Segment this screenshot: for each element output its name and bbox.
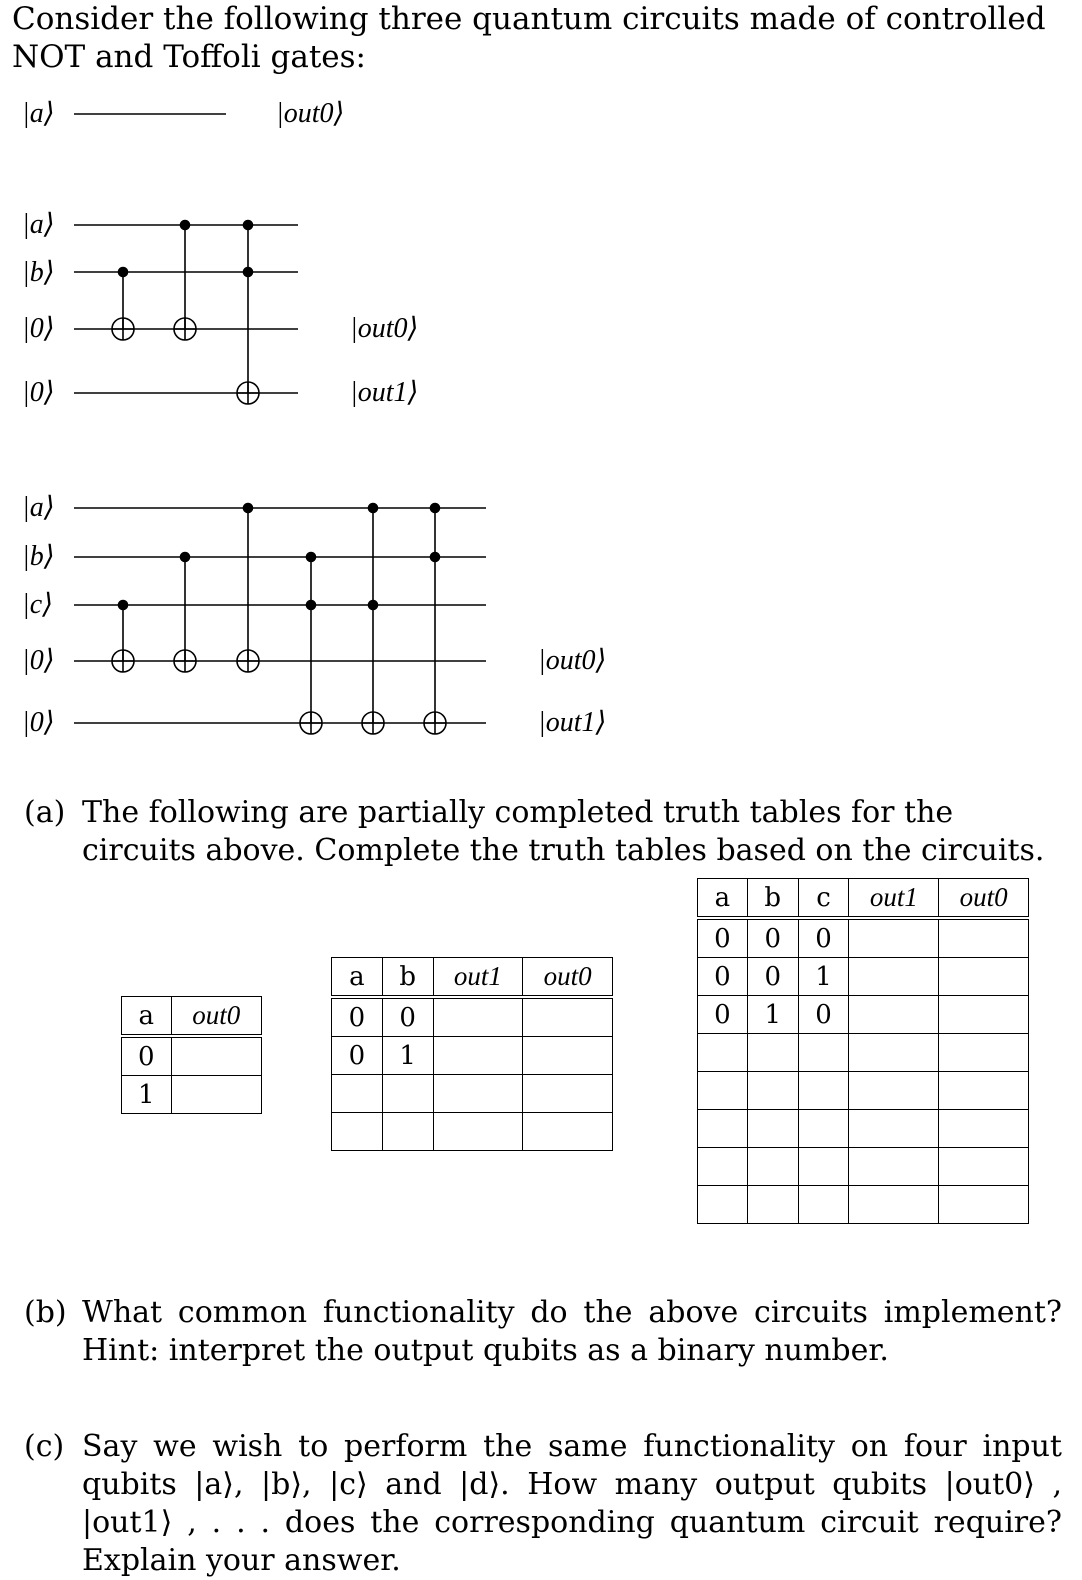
answer-cell[interactable] — [433, 1037, 523, 1075]
circuit-3-toffoli-bc — [300, 553, 322, 735]
table-row — [332, 999, 613, 1037]
circuit-2-toffoli — [237, 221, 259, 405]
cell: 0 — [382, 999, 433, 1037]
cell: 1 — [747, 996, 798, 1034]
table-row — [698, 1186, 1029, 1224]
answer-cell[interactable] — [433, 1075, 523, 1113]
header-a: a — [698, 879, 748, 917]
table-row — [698, 1110, 1029, 1148]
answer-cell[interactable] — [939, 996, 1029, 1034]
answer-cell[interactable] — [698, 1148, 748, 1186]
answer-cell[interactable] — [698, 1186, 748, 1224]
answer-cell[interactable] — [939, 1072, 1029, 1110]
answer-cell[interactable] — [171, 1076, 261, 1114]
answer-cell[interactable] — [523, 999, 613, 1037]
answer-cell[interactable] — [747, 1072, 798, 1110]
cell: 0 — [747, 958, 798, 996]
answer-cell[interactable] — [698, 1110, 748, 1148]
circuit-3 — [0, 480, 660, 750]
answer-cell[interactable] — [433, 999, 523, 1037]
answer-cell[interactable] — [523, 1037, 613, 1075]
cell: 0 — [798, 996, 849, 1034]
answer-cell[interactable] — [849, 958, 939, 996]
answer-cell[interactable] — [849, 996, 939, 1034]
cell: 1 — [382, 1037, 433, 1075]
answer-cell[interactable] — [747, 1148, 798, 1186]
header-b: b — [382, 958, 433, 996]
circuit-2-input-anc1: |0⟩ — [22, 377, 55, 408]
header-a: a — [332, 958, 383, 996]
circuit-2-input-a: |a⟩ — [22, 209, 55, 240]
circuit-3-toffoli-ab — [424, 504, 446, 735]
circuit-2 — [0, 200, 460, 420]
answer-cell[interactable] — [747, 1186, 798, 1224]
circuit-2-cnot-b — [112, 268, 134, 341]
answer-cell[interactable] — [849, 1186, 939, 1224]
answer-cell[interactable] — [939, 1148, 1029, 1186]
header-b: b — [747, 879, 798, 917]
table-row — [698, 920, 1029, 958]
circuit-3-input-anc1: |0⟩ — [22, 707, 55, 738]
answer-cell[interactable] — [747, 1034, 798, 1072]
table-row — [122, 1038, 262, 1076]
table-row — [698, 1034, 1029, 1072]
header-out0: out0 — [171, 997, 261, 1035]
header-out1: out1 — [849, 879, 939, 917]
cell: 0 — [698, 958, 748, 996]
answer-cell[interactable] — [798, 1110, 849, 1148]
cell: 1 — [798, 958, 849, 996]
question-c-label: (c) — [24, 1429, 65, 1464]
table-row — [698, 1072, 1029, 1110]
circuit-1 — [0, 90, 400, 140]
answer-cell[interactable] — [939, 920, 1029, 958]
answer-cell[interactable] — [523, 1075, 613, 1113]
circuit-2-input-anc0: |0⟩ — [22, 313, 55, 344]
header-out1: out1 — [433, 958, 523, 996]
answer-cell[interactable] — [849, 1148, 939, 1186]
circuit-2-input-b: |b⟩ — [22, 257, 55, 288]
cell: 0 — [332, 999, 383, 1037]
question-c-text: Say we wish to perform the same functionality on four input qubits |a⟩, |b⟩, |c⟩ and |d⟩. How many output qubits |out0⟩ , |out1⟩ , . . . does the corresponding quantum circuit require? Explain your answer. — [82, 1429, 1062, 1578]
table-row — [698, 958, 1029, 996]
header-out0: out0 — [523, 958, 613, 996]
answer-cell[interactable] — [798, 1148, 849, 1186]
answer-cell[interactable] — [171, 1038, 261, 1076]
circuit-2-output-1: |out1⟩ — [350, 377, 419, 408]
question-b-label: (b) — [24, 1295, 67, 1330]
question-b-text: What common functionality do the above circuits implement? Hint: interpret the output qubits as a binary number. — [82, 1295, 1062, 1368]
answer-cell[interactable] — [698, 1072, 748, 1110]
circuit-3-cnot-b — [174, 553, 196, 673]
header-out0: out0 — [939, 879, 1029, 917]
truth-table-2 — [331, 957, 613, 1151]
cell: 0 — [122, 1038, 172, 1076]
answer-cell[interactable] — [849, 1034, 939, 1072]
circuit-1-input-a: |a⟩ — [22, 98, 55, 129]
circuit-1-output-0: |out0⟩ — [276, 98, 345, 129]
circuit-3-output-1: |out1⟩ — [538, 707, 607, 738]
answer-cell[interactable] — [698, 1034, 748, 1072]
answer-cell[interactable] — [332, 1075, 383, 1113]
question-a-text: The following are partially completed truth tables for the circuits above. Complete the truth tables based on the circuits. — [82, 795, 1045, 868]
table-row — [332, 1075, 613, 1113]
answer-cell[interactable] — [798, 1034, 849, 1072]
circuit-3-input-c: |c⟩ — [22, 589, 54, 620]
answer-cell[interactable] — [798, 1072, 849, 1110]
answer-cell[interactable] — [849, 920, 939, 958]
circuit-3-input-a: |a⟩ — [22, 492, 55, 523]
answer-cell[interactable] — [332, 1113, 383, 1151]
cell: 0 — [747, 920, 798, 958]
circuit-3-input-b: |b⟩ — [22, 541, 55, 572]
circuit-3-toffoli-ac — [362, 504, 384, 735]
answer-cell[interactable] — [939, 1110, 1029, 1148]
circuit-3-output-0: |out0⟩ — [538, 645, 607, 676]
cell: 0 — [332, 1037, 383, 1075]
answer-cell[interactable] — [849, 1072, 939, 1110]
cell: 0 — [798, 920, 849, 958]
answer-cell[interactable] — [798, 1186, 849, 1224]
answer-cell[interactable] — [849, 1110, 939, 1148]
answer-cell[interactable] — [382, 1075, 433, 1113]
truth-table-3 — [697, 878, 1029, 1224]
cell: 0 — [698, 920, 748, 958]
answer-cell[interactable] — [382, 1113, 433, 1151]
answer-cell[interactable] — [939, 958, 1029, 996]
table-row — [698, 996, 1029, 1034]
cell: 1 — [122, 1076, 172, 1114]
intro-text: Consider the following three quantum circuits made of controlled NOT and Toffoli gates: — [12, 1, 1046, 75]
circuit-3-cnot-c — [112, 601, 134, 673]
question-b — [24, 1294, 1064, 1374]
question-c — [24, 1428, 1064, 1578]
answer-cell[interactable] — [939, 1186, 1029, 1224]
circuit-3-cnot-a — [237, 504, 259, 673]
truth-table-1 — [121, 996, 262, 1114]
table-row — [698, 1148, 1029, 1186]
answer-cell[interactable] — [433, 1113, 523, 1151]
circuit-3-input-anc0: |0⟩ — [22, 645, 55, 676]
answer-cell[interactable] — [747, 1110, 798, 1148]
header-a: a — [122, 997, 172, 1035]
answer-cell[interactable] — [523, 1113, 613, 1151]
cell: 0 — [698, 996, 748, 1034]
header-c: c — [798, 879, 849, 917]
answer-cell[interactable] — [939, 1034, 1029, 1072]
circuit-2-cnot-a — [174, 221, 196, 341]
table-row — [332, 1113, 613, 1151]
circuit-2-output-0: |out0⟩ — [350, 313, 419, 344]
table-row — [122, 1076, 262, 1114]
question-a — [24, 794, 1064, 874]
table-row — [332, 1037, 613, 1075]
question-a-label: (a) — [24, 795, 66, 830]
